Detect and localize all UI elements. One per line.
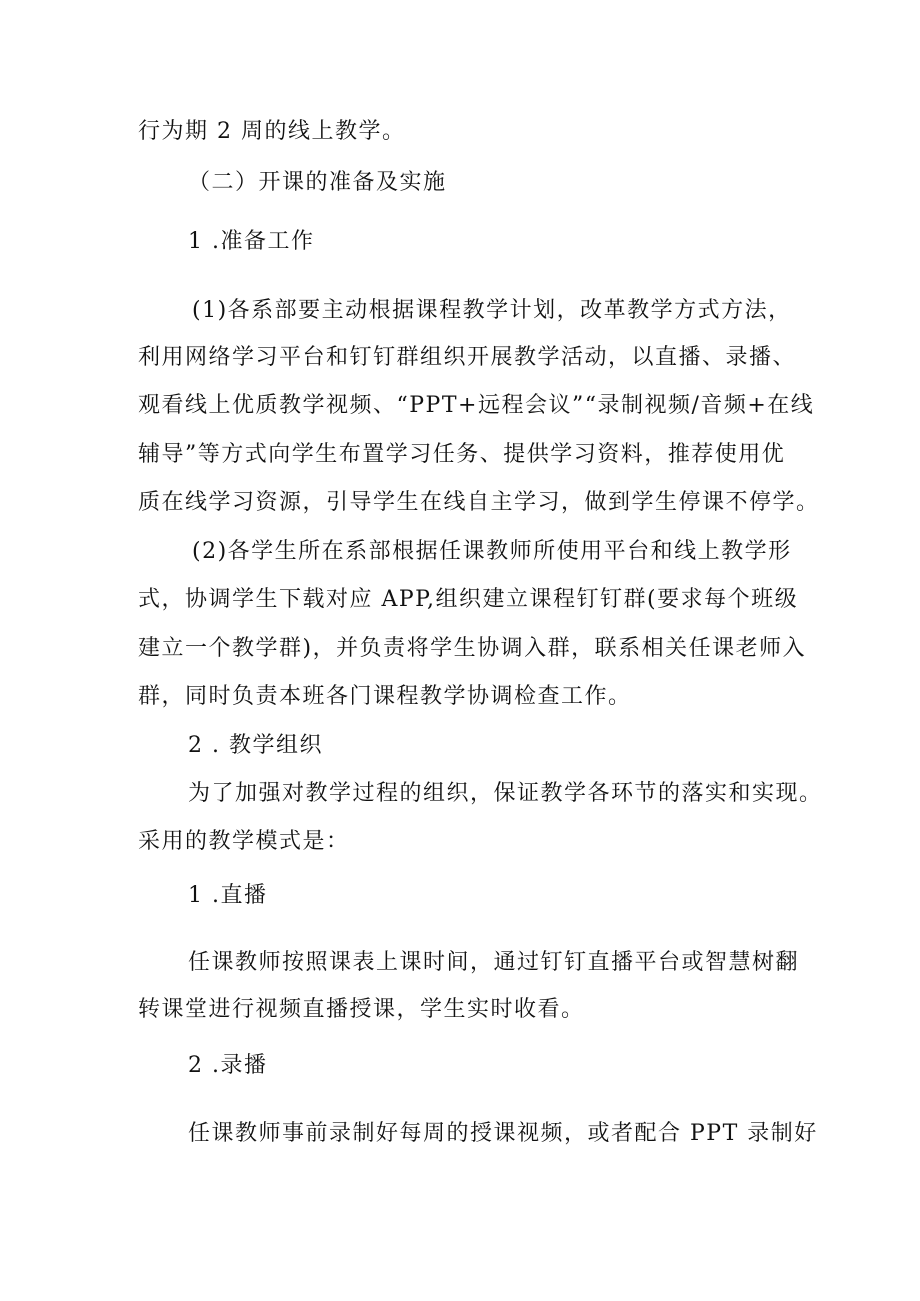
subsection-heading: 2 . 教学组织 <box>188 733 323 758</box>
paragraph-line: 转课堂进行视频直播授课，学生实时收看。 <box>138 997 585 1022</box>
subsection-heading: 1 .直播 <box>188 883 268 908</box>
paragraph-line: 任课教师按照课表上课时间，通过钉钉直播平台或智慧树翻 <box>188 950 800 975</box>
paragraph-line: (2)各学生所在系部根据任课教师所使用平台和线上教学形 <box>192 539 792 564</box>
paragraph-line: 为了加强对教学过程的组织，保证教学各环节的落实和实现。 <box>188 781 823 806</box>
paragraph-line: 利用网络学习平台和钉钉群组织开展教学活动，以直播、录播、 <box>138 345 797 370</box>
section-heading: （二）开课的准备及实施 <box>188 170 447 195</box>
paragraph-line: 式，协调学生下载对应 APP,组织建立课程钉钉群(要求每个班级 <box>138 587 799 612</box>
paragraph-line: 观看线上优质教学视频、“PPT+远程会议”“录制视频/音频+在线 <box>138 393 815 418</box>
paragraph-line: 采用的教学模式是： <box>138 829 350 854</box>
paragraph-line: 任课教师事前录制好每周的授课视频，或者配合 PPT 录制好 <box>188 1121 818 1146</box>
subsection-heading: 2 .录播 <box>188 1053 268 1078</box>
paragraph-line: 群，同时负责本班各门课程教学协调检查工作。 <box>138 684 632 709</box>
paragraph-line: 建立一个教学群)，并负责将学生协调入群，联系相关任课老师入 <box>138 636 807 661</box>
paragraph-line: 辅导”等方式向学生布置学习任务、提供学习资料，推荐使用优 <box>138 442 786 467</box>
paragraph-line: 质在线学习资源，引导学生在线自主学习，做到学生停课不停学。 <box>138 490 820 515</box>
paragraph-line: 行为期 2 周的线上教学。 <box>138 119 406 144</box>
subsection-heading: 1 .准备工作 <box>188 229 315 254</box>
paragraph-line: (1)各系部要主动根据课程教学计划，改革教学方式方法， <box>192 298 792 323</box>
